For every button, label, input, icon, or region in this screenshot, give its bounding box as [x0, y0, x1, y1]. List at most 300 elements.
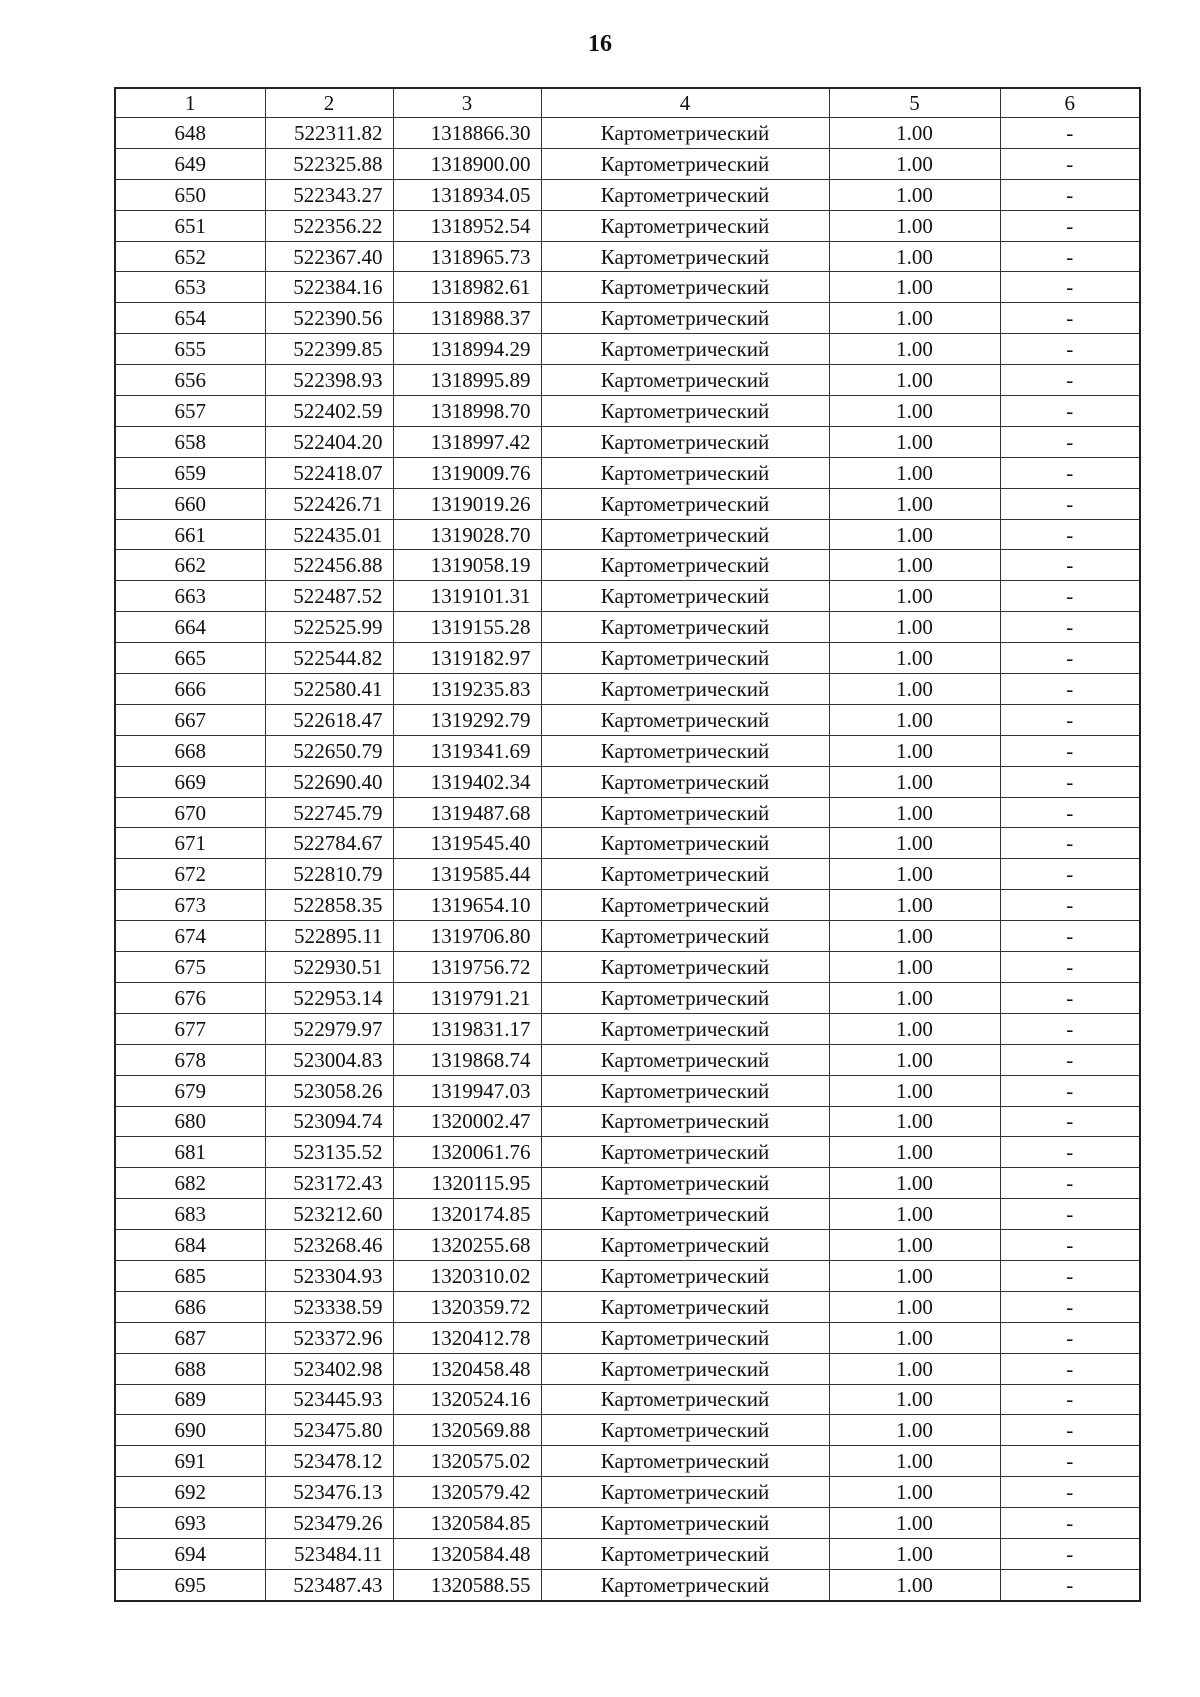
- table-row: [115, 1013, 1140, 1044]
- table-row: [115, 581, 1140, 612]
- x-coordinate-cell: 522390.56: [265, 303, 393, 334]
- table-row: [115, 488, 1140, 519]
- table-row: [115, 457, 1140, 488]
- point-number-cell: 662: [115, 550, 265, 581]
- accuracy-cell: 1.00: [829, 735, 1000, 766]
- point-number-cell: 678: [115, 1044, 265, 1075]
- method-cell: Картометрический: [541, 1199, 829, 1230]
- accuracy-cell: 1.00: [829, 766, 1000, 797]
- note-cell: -: [1000, 241, 1140, 272]
- x-coordinate-cell: 522745.79: [265, 797, 393, 828]
- table-row: [115, 1322, 1140, 1353]
- table-row: [115, 797, 1140, 828]
- note-cell: -: [1000, 1322, 1140, 1353]
- method-cell: Картометрический: [541, 982, 829, 1013]
- table-row: [115, 1415, 1140, 1446]
- x-coordinate-cell: 522435.01: [265, 519, 393, 550]
- y-coordinate-cell: 1319402.34: [393, 766, 541, 797]
- point-number-cell: 657: [115, 396, 265, 427]
- accuracy-cell: 1.00: [829, 797, 1000, 828]
- note-cell: -: [1000, 921, 1140, 952]
- point-number-cell: 692: [115, 1477, 265, 1508]
- point-number-cell: 674: [115, 921, 265, 952]
- note-cell: -: [1000, 1199, 1140, 1230]
- column-header: 5: [829, 88, 1000, 118]
- x-coordinate-cell: 522398.93: [265, 365, 393, 396]
- y-coordinate-cell: 1319101.31: [393, 581, 541, 612]
- y-coordinate-cell: 1319706.80: [393, 921, 541, 952]
- table-row: [115, 1137, 1140, 1168]
- accuracy-cell: 1.00: [829, 210, 1000, 241]
- point-number-cell: 649: [115, 148, 265, 179]
- x-coordinate-cell: 523212.60: [265, 1199, 393, 1230]
- x-coordinate-cell: 523479.26: [265, 1508, 393, 1539]
- method-cell: Картометрический: [541, 426, 829, 457]
- table-row: [115, 612, 1140, 643]
- x-coordinate-cell: 523487.43: [265, 1569, 393, 1600]
- table-row: [115, 921, 1140, 952]
- x-coordinate-cell: 522404.20: [265, 426, 393, 457]
- method-cell: Картометрический: [541, 334, 829, 365]
- note-cell: -: [1000, 1230, 1140, 1261]
- y-coordinate-cell: 1319182.97: [393, 643, 541, 674]
- x-coordinate-cell: 522418.07: [265, 457, 393, 488]
- table-row: [115, 1508, 1140, 1539]
- point-number-cell: 687: [115, 1322, 265, 1353]
- point-number-cell: 688: [115, 1353, 265, 1384]
- x-coordinate-cell: 522426.71: [265, 488, 393, 519]
- x-coordinate-cell: 522456.88: [265, 550, 393, 581]
- accuracy-cell: 1.00: [829, 334, 1000, 365]
- note-cell: -: [1000, 828, 1140, 859]
- accuracy-cell: 1.00: [829, 1508, 1000, 1539]
- method-cell: Картометрический: [541, 1569, 829, 1600]
- y-coordinate-cell: 1319235.83: [393, 674, 541, 705]
- y-coordinate-cell: 1319831.17: [393, 1013, 541, 1044]
- accuracy-cell: 1.00: [829, 1353, 1000, 1384]
- note-cell: -: [1000, 1508, 1140, 1539]
- point-number-cell: 663: [115, 581, 265, 612]
- table-row: [115, 1230, 1140, 1261]
- point-number-cell: 665: [115, 643, 265, 674]
- method-cell: Картометрический: [541, 1230, 829, 1261]
- point-number-cell: 666: [115, 674, 265, 705]
- accuracy-cell: 1.00: [829, 1322, 1000, 1353]
- y-coordinate-cell: 1320412.78: [393, 1322, 541, 1353]
- table-row: [115, 1353, 1140, 1384]
- column-header: 2: [265, 88, 393, 118]
- y-coordinate-cell: 1318965.73: [393, 241, 541, 272]
- y-coordinate-cell: 1318900.00: [393, 148, 541, 179]
- accuracy-cell: 1.00: [829, 890, 1000, 921]
- column-header: 3: [393, 88, 541, 118]
- table-row: [115, 1291, 1140, 1322]
- point-number-cell: 655: [115, 334, 265, 365]
- column-header: 6: [1000, 88, 1140, 118]
- table-body: [115, 118, 1140, 1601]
- y-coordinate-cell: 1320310.02: [393, 1260, 541, 1291]
- x-coordinate-cell: 523094.74: [265, 1106, 393, 1137]
- method-cell: Картометрический: [541, 1075, 829, 1106]
- method-cell: Картометрический: [541, 519, 829, 550]
- note-cell: -: [1000, 210, 1140, 241]
- method-cell: Картометрический: [541, 148, 829, 179]
- accuracy-cell: 1.00: [829, 303, 1000, 334]
- accuracy-cell: 1.00: [829, 488, 1000, 519]
- note-cell: -: [1000, 797, 1140, 828]
- note-cell: -: [1000, 179, 1140, 210]
- x-coordinate-cell: 523445.93: [265, 1384, 393, 1415]
- y-coordinate-cell: 1320002.47: [393, 1106, 541, 1137]
- x-coordinate-cell: 523484.11: [265, 1538, 393, 1569]
- method-cell: Картометрический: [541, 735, 829, 766]
- method-cell: Картометрический: [541, 1384, 829, 1415]
- x-coordinate-cell: 522895.11: [265, 921, 393, 952]
- note-cell: -: [1000, 1446, 1140, 1477]
- y-coordinate-cell: 1320061.76: [393, 1137, 541, 1168]
- method-cell: Картометрический: [541, 550, 829, 581]
- y-coordinate-cell: 1319487.68: [393, 797, 541, 828]
- x-coordinate-cell: 523004.83: [265, 1044, 393, 1075]
- note-cell: -: [1000, 859, 1140, 890]
- method-cell: Картометрический: [541, 674, 829, 705]
- y-coordinate-cell: 1320584.48: [393, 1538, 541, 1569]
- x-coordinate-cell: 522325.88: [265, 148, 393, 179]
- y-coordinate-cell: 1318982.61: [393, 272, 541, 303]
- x-coordinate-cell: 523478.12: [265, 1446, 393, 1477]
- x-coordinate-cell: 523304.93: [265, 1260, 393, 1291]
- y-coordinate-cell: 1319292.79: [393, 704, 541, 735]
- point-number-cell: 685: [115, 1260, 265, 1291]
- method-cell: Картометрический: [541, 1168, 829, 1199]
- x-coordinate-cell: 523402.98: [265, 1353, 393, 1384]
- note-cell: -: [1000, 1260, 1140, 1291]
- method-cell: Картометрический: [541, 1538, 829, 1569]
- method-cell: Картометрический: [541, 396, 829, 427]
- method-cell: Картометрический: [541, 797, 829, 828]
- accuracy-cell: 1.00: [829, 457, 1000, 488]
- point-number-cell: 658: [115, 426, 265, 457]
- method-cell: Картометрический: [541, 1106, 829, 1137]
- note-cell: -: [1000, 488, 1140, 519]
- table-row: [115, 272, 1140, 303]
- y-coordinate-cell: 1319009.76: [393, 457, 541, 488]
- table-row: [115, 118, 1140, 149]
- accuracy-cell: 1.00: [829, 1477, 1000, 1508]
- method-cell: Картометрический: [541, 272, 829, 303]
- x-coordinate-cell: 523268.46: [265, 1230, 393, 1261]
- accuracy-cell: 1.00: [829, 148, 1000, 179]
- table-row: [115, 550, 1140, 581]
- table-row: [115, 952, 1140, 983]
- method-cell: Картометрический: [541, 241, 829, 272]
- y-coordinate-cell: 1319028.70: [393, 519, 541, 550]
- point-number-cell: 677: [115, 1013, 265, 1044]
- point-number-cell: 686: [115, 1291, 265, 1322]
- note-cell: -: [1000, 1291, 1140, 1322]
- accuracy-cell: 1.00: [829, 1137, 1000, 1168]
- note-cell: -: [1000, 952, 1140, 983]
- method-cell: Картометрический: [541, 612, 829, 643]
- y-coordinate-cell: 1318998.70: [393, 396, 541, 427]
- note-cell: -: [1000, 704, 1140, 735]
- note-cell: -: [1000, 1477, 1140, 1508]
- table-row: [115, 1446, 1140, 1477]
- x-coordinate-cell: 522930.51: [265, 952, 393, 983]
- method-cell: Картометрический: [541, 303, 829, 334]
- x-coordinate-cell: 522487.52: [265, 581, 393, 612]
- accuracy-cell: 1.00: [829, 828, 1000, 859]
- table-row: [115, 1384, 1140, 1415]
- note-cell: -: [1000, 334, 1140, 365]
- point-number-cell: 668: [115, 735, 265, 766]
- note-cell: -: [1000, 1106, 1140, 1137]
- x-coordinate-cell: 522858.35: [265, 890, 393, 921]
- note-cell: -: [1000, 148, 1140, 179]
- method-cell: Картометрический: [541, 457, 829, 488]
- method-cell: Картометрический: [541, 1137, 829, 1168]
- table-row: [115, 735, 1140, 766]
- method-cell: Картометрический: [541, 1322, 829, 1353]
- point-number-cell: 682: [115, 1168, 265, 1199]
- x-coordinate-cell: 522690.40: [265, 766, 393, 797]
- note-cell: -: [1000, 272, 1140, 303]
- note-cell: -: [1000, 890, 1140, 921]
- note-cell: -: [1000, 1013, 1140, 1044]
- note-cell: -: [1000, 519, 1140, 550]
- accuracy-cell: 1.00: [829, 550, 1000, 581]
- table-row: [115, 241, 1140, 272]
- accuracy-cell: 1.00: [829, 1230, 1000, 1261]
- accuracy-cell: 1.00: [829, 1291, 1000, 1322]
- point-number-cell: 681: [115, 1137, 265, 1168]
- table-row: [115, 1569, 1140, 1600]
- method-cell: Картометрический: [541, 179, 829, 210]
- note-cell: -: [1000, 118, 1140, 149]
- method-cell: Картометрический: [541, 118, 829, 149]
- y-coordinate-cell: 1320569.88: [393, 1415, 541, 1446]
- table-row: [115, 1260, 1140, 1291]
- column-header: 4: [541, 88, 829, 118]
- x-coordinate-cell: 522525.99: [265, 612, 393, 643]
- y-coordinate-cell: 1319155.28: [393, 612, 541, 643]
- y-coordinate-cell: 1319585.44: [393, 859, 541, 890]
- point-number-cell: 669: [115, 766, 265, 797]
- note-cell: -: [1000, 303, 1140, 334]
- method-cell: Картометрический: [541, 952, 829, 983]
- table-row: [115, 365, 1140, 396]
- table-row: [115, 334, 1140, 365]
- table-row: [115, 396, 1140, 427]
- x-coordinate-cell: 522311.82: [265, 118, 393, 149]
- x-coordinate-cell: 522356.22: [265, 210, 393, 241]
- method-cell: Картометрический: [541, 921, 829, 952]
- point-number-cell: 648: [115, 118, 265, 149]
- note-cell: -: [1000, 1075, 1140, 1106]
- method-cell: Картометрический: [541, 1446, 829, 1477]
- y-coordinate-cell: 1319791.21: [393, 982, 541, 1013]
- point-number-cell: 653: [115, 272, 265, 303]
- accuracy-cell: 1.00: [829, 1106, 1000, 1137]
- method-cell: Картометрический: [541, 1415, 829, 1446]
- x-coordinate-cell: 522399.85: [265, 334, 393, 365]
- accuracy-cell: 1.00: [829, 859, 1000, 890]
- point-number-cell: 680: [115, 1106, 265, 1137]
- point-number-cell: 693: [115, 1508, 265, 1539]
- method-cell: Картометрический: [541, 365, 829, 396]
- point-number-cell: 675: [115, 952, 265, 983]
- accuracy-cell: 1.00: [829, 1199, 1000, 1230]
- y-coordinate-cell: 1319654.10: [393, 890, 541, 921]
- y-coordinate-cell: 1320579.42: [393, 1477, 541, 1508]
- point-number-cell: 650: [115, 179, 265, 210]
- x-coordinate-cell: 522810.79: [265, 859, 393, 890]
- accuracy-cell: 1.00: [829, 179, 1000, 210]
- accuracy-cell: 1.00: [829, 241, 1000, 272]
- y-coordinate-cell: 1318988.37: [393, 303, 541, 334]
- method-cell: Картометрический: [541, 643, 829, 674]
- table-row: [115, 1477, 1140, 1508]
- note-cell: -: [1000, 735, 1140, 766]
- method-cell: Картометрический: [541, 1291, 829, 1322]
- point-number-cell: 670: [115, 797, 265, 828]
- table-row: [115, 426, 1140, 457]
- note-cell: -: [1000, 982, 1140, 1013]
- x-coordinate-cell: 522384.16: [265, 272, 393, 303]
- x-coordinate-cell: 523338.59: [265, 1291, 393, 1322]
- accuracy-cell: 1.00: [829, 118, 1000, 149]
- y-coordinate-cell: 1320255.68: [393, 1230, 541, 1261]
- page-number: 16: [588, 31, 612, 57]
- method-cell: Картометрический: [541, 1477, 829, 1508]
- y-coordinate-cell: 1319058.19: [393, 550, 541, 581]
- table-row: [115, 982, 1140, 1013]
- y-coordinate-cell: 1318952.54: [393, 210, 541, 241]
- accuracy-cell: 1.00: [829, 704, 1000, 735]
- point-number-cell: 660: [115, 488, 265, 519]
- accuracy-cell: 1.00: [829, 1168, 1000, 1199]
- table-row: [115, 303, 1140, 334]
- x-coordinate-cell: 522580.41: [265, 674, 393, 705]
- table-row: [115, 148, 1140, 179]
- accuracy-cell: 1.00: [829, 426, 1000, 457]
- method-cell: Картометрический: [541, 828, 829, 859]
- accuracy-cell: 1.00: [829, 612, 1000, 643]
- point-number-cell: 672: [115, 859, 265, 890]
- accuracy-cell: 1.00: [829, 1538, 1000, 1569]
- note-cell: -: [1000, 457, 1140, 488]
- point-number-cell: 689: [115, 1384, 265, 1415]
- table-row: [115, 1168, 1140, 1199]
- accuracy-cell: 1.00: [829, 1384, 1000, 1415]
- table-row: [115, 179, 1140, 210]
- y-coordinate-cell: 1320115.95: [393, 1168, 541, 1199]
- y-coordinate-cell: 1319545.40: [393, 828, 541, 859]
- point-number-cell: 683: [115, 1199, 265, 1230]
- method-cell: Картометрический: [541, 1260, 829, 1291]
- x-coordinate-cell: 522953.14: [265, 982, 393, 1013]
- y-coordinate-cell: 1318997.42: [393, 426, 541, 457]
- method-cell: Картометрический: [541, 210, 829, 241]
- table-row: [115, 1075, 1140, 1106]
- accuracy-cell: 1.00: [829, 1013, 1000, 1044]
- y-coordinate-cell: 1319341.69: [393, 735, 541, 766]
- x-coordinate-cell: 523475.80: [265, 1415, 393, 1446]
- y-coordinate-cell: 1320174.85: [393, 1199, 541, 1230]
- note-cell: -: [1000, 550, 1140, 581]
- x-coordinate-cell: 522650.79: [265, 735, 393, 766]
- x-coordinate-cell: 523172.43: [265, 1168, 393, 1199]
- point-number-cell: 664: [115, 612, 265, 643]
- point-number-cell: 659: [115, 457, 265, 488]
- accuracy-cell: 1.00: [829, 272, 1000, 303]
- y-coordinate-cell: 1318994.29: [393, 334, 541, 365]
- accuracy-cell: 1.00: [829, 921, 1000, 952]
- point-number-cell: 695: [115, 1569, 265, 1600]
- y-coordinate-cell: 1319868.74: [393, 1044, 541, 1075]
- point-number-cell: 652: [115, 241, 265, 272]
- method-cell: Картометрический: [541, 1508, 829, 1539]
- y-coordinate-cell: 1320458.48: [393, 1353, 541, 1384]
- y-coordinate-cell: 1318934.05: [393, 179, 541, 210]
- column-header: 1: [115, 88, 265, 118]
- accuracy-cell: 1.00: [829, 1075, 1000, 1106]
- point-number-cell: 661: [115, 519, 265, 550]
- note-cell: -: [1000, 1353, 1140, 1384]
- point-number-cell: 656: [115, 365, 265, 396]
- point-number-cell: 667: [115, 704, 265, 735]
- note-cell: -: [1000, 396, 1140, 427]
- x-coordinate-cell: 522402.59: [265, 396, 393, 427]
- method-cell: Картометрический: [541, 488, 829, 519]
- table-row: [115, 766, 1140, 797]
- y-coordinate-cell: 1320584.85: [393, 1508, 541, 1539]
- method-cell: Картометрический: [541, 859, 829, 890]
- x-coordinate-cell: 522979.97: [265, 1013, 393, 1044]
- note-cell: -: [1000, 766, 1140, 797]
- x-coordinate-cell: 523372.96: [265, 1322, 393, 1353]
- table-row: [115, 704, 1140, 735]
- table-row: [115, 890, 1140, 921]
- y-coordinate-cell: 1320524.16: [393, 1384, 541, 1415]
- accuracy-cell: 1.00: [829, 1569, 1000, 1600]
- accuracy-cell: 1.00: [829, 952, 1000, 983]
- note-cell: -: [1000, 1384, 1140, 1415]
- table-row: [115, 1199, 1140, 1230]
- point-number-cell: 694: [115, 1538, 265, 1569]
- method-cell: Картометрический: [541, 1353, 829, 1384]
- accuracy-cell: 1.00: [829, 396, 1000, 427]
- accuracy-cell: 1.00: [829, 1044, 1000, 1075]
- table-row: [115, 519, 1140, 550]
- accuracy-cell: 1.00: [829, 365, 1000, 396]
- table-row: [115, 643, 1140, 674]
- point-number-cell: 654: [115, 303, 265, 334]
- method-cell: Картометрический: [541, 704, 829, 735]
- note-cell: -: [1000, 1168, 1140, 1199]
- table-row: [115, 1538, 1140, 1569]
- accuracy-cell: 1.00: [829, 643, 1000, 674]
- method-cell: Картометрический: [541, 581, 829, 612]
- point-number-cell: 691: [115, 1446, 265, 1477]
- point-number-cell: 676: [115, 982, 265, 1013]
- note-cell: -: [1000, 1569, 1140, 1600]
- y-coordinate-cell: 1318995.89: [393, 365, 541, 396]
- x-coordinate-cell: 522544.82: [265, 643, 393, 674]
- note-cell: -: [1000, 1538, 1140, 1569]
- method-cell: Картометрический: [541, 1044, 829, 1075]
- table-row: [115, 1106, 1140, 1137]
